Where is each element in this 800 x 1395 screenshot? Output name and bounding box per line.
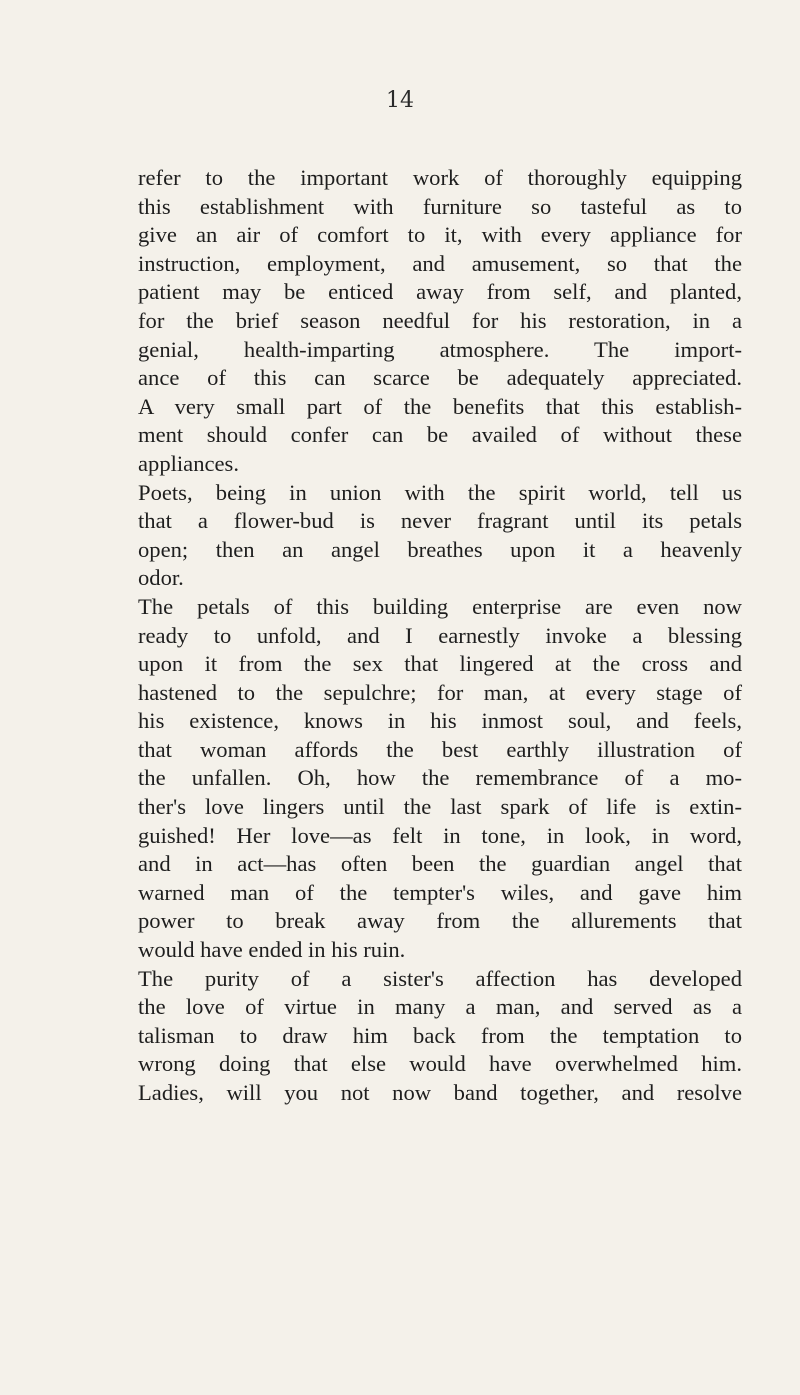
text-line: ther's love lingers until the last spark of life is extin- [138, 794, 742, 820]
text-line: Ladies, will you not now band together, and resolve [138, 1080, 742, 1105]
text-line: power to break away from the allurements that [138, 908, 742, 934]
text-line: open; then an angel breathes upon it a heavenly [138, 536, 742, 562]
text-line: give an air of comfort to it, with every appliance for [138, 222, 742, 248]
text-line: odor. [138, 565, 184, 591]
text-line: this establishment with furniture so tasteful as to [138, 193, 742, 219]
text-line: would have ended in his ruin. [138, 937, 406, 963]
text-line: for the brief season needful for his restoration, in a [138, 307, 742, 333]
text-line: patient may be enticed away from self, and planted, [138, 279, 742, 305]
text-line: that a flower-bud is never fragrant until its petals [138, 508, 742, 534]
text-line: Poets, being in union with the spirit world, tell us [138, 479, 742, 505]
text-line: warned man of the tempter's wiles, and gave him [138, 879, 742, 905]
page-number: 14 [386, 88, 414, 113]
text-line: his existence, knows in his inmost soul, and feels, [138, 708, 742, 734]
text-line: that woman affords the best earthly illustration of [138, 736, 742, 762]
text-line: the love of virtue in many a man, and served as a [138, 994, 742, 1020]
text-line: ance of this can scarce be adequately appreciated. [138, 365, 742, 391]
text-line: upon it from the sex that lingered at the cross and [138, 651, 742, 677]
text-line: ment should confer can be availed of without these [138, 422, 742, 448]
text-line: instruction, employment, and amusement, so that the [138, 250, 742, 276]
body-text [138, 164, 742, 1108]
text-line: appliances. [138, 450, 239, 476]
text-line: talisman to draw him back from the temptation to [138, 1022, 742, 1048]
text-line: ready to unfold, and I earnestly invoke a blessing [138, 622, 742, 648]
text-line: and in act—has often been the guardian angel that [138, 851, 742, 877]
text-line: The petals of this building enterprise are even now [138, 593, 742, 619]
text-line: the unfallen. Oh, how the remembrance of a mo- [138, 765, 742, 791]
text-line: A very small part of the benefits that this establish- [138, 393, 742, 419]
text-line: hastened to the sepulchre; for man, at every stage of [138, 679, 742, 705]
text-line: refer to the important work of thoroughly equipping [138, 165, 742, 190]
text-line: wrong doing that else would have overwhelmed him. [138, 1051, 742, 1077]
text-line: The purity of a sister's affection has developed [138, 965, 742, 991]
text-line: genial, health-imparting atmosphere. The import- [138, 336, 742, 362]
text-line: guished! Her love—as felt in tone, in look, in word, [138, 822, 742, 848]
